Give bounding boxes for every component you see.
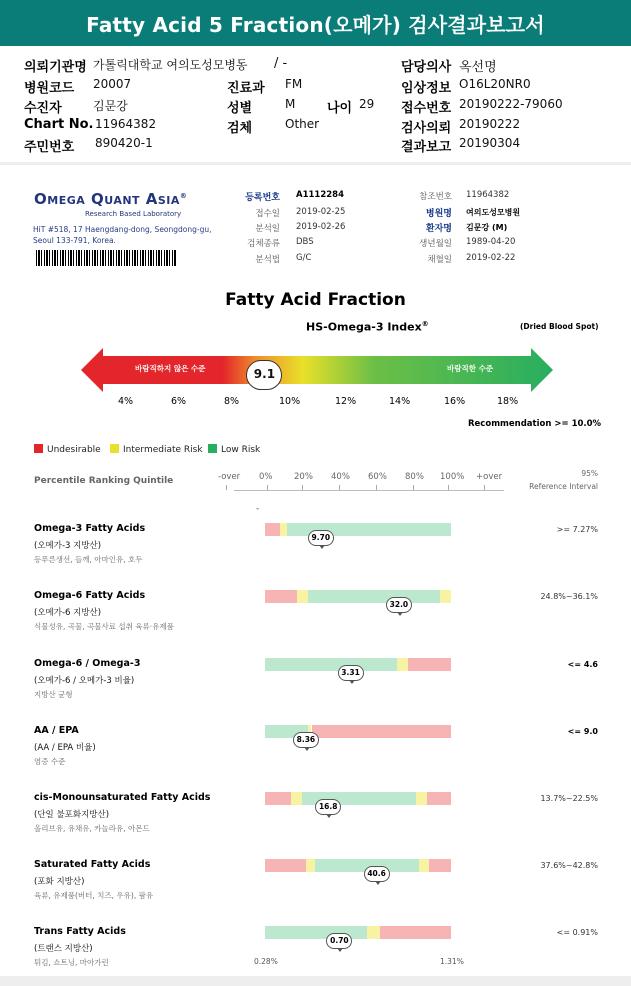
row-food-sources: 육류, 유제품(버터, 치즈, 우유), 팜유 bbox=[34, 891, 154, 900]
hospital-code-label: 병원코드 bbox=[24, 81, 75, 96]
trans-scale-max: 1.31% bbox=[440, 957, 464, 966]
row-korean-name: (오메가-6 지방산) bbox=[34, 608, 102, 618]
received-label: 접수일 bbox=[255, 209, 280, 219]
collected-value: 2019-02-22 bbox=[466, 253, 516, 263]
age-value: 29 bbox=[359, 97, 375, 111]
bar-segment bbox=[265, 523, 280, 536]
hospital-code-value: 20007 bbox=[93, 77, 132, 91]
patient-value: 김문강 bbox=[93, 99, 128, 113]
reg-no-label: 등록번호 bbox=[245, 193, 280, 203]
legend-intermediate-label: Intermediate Risk bbox=[123, 445, 203, 455]
sex-label: 성별 bbox=[227, 101, 253, 116]
lab-reg-mark: ® bbox=[179, 192, 188, 200]
row-title: AA / EPA bbox=[34, 725, 79, 736]
percentile-bar bbox=[265, 859, 451, 872]
analyzed-label: 분석일 bbox=[255, 224, 280, 234]
omega3-index-arrow bbox=[81, 348, 553, 392]
legend-low-label: Low Risk bbox=[221, 445, 261, 455]
birth-label: 생년월일 bbox=[419, 239, 452, 249]
row-korean-name: (트랜스 지방산) bbox=[34, 944, 93, 954]
bar-segment bbox=[265, 926, 367, 939]
fatty-acid-fraction-title: Fatty Acid Fraction bbox=[225, 290, 406, 310]
percentile-scale-label: 40% bbox=[331, 472, 350, 482]
green-swatch-icon bbox=[208, 444, 217, 453]
row-value-marker: 40.6 bbox=[364, 866, 390, 882]
method-label: 분석법 bbox=[255, 255, 280, 265]
report-value: 20190304 bbox=[459, 136, 521, 150]
row-value-marker: 9.70 bbox=[308, 530, 334, 546]
lab-tagline: Research Based Laboratory bbox=[85, 210, 182, 218]
analyzed-value: 2019-02-26 bbox=[296, 222, 346, 232]
report-label: 결과보고 bbox=[401, 140, 452, 155]
ref-header-95: 95% bbox=[581, 469, 598, 478]
row-title: Saturated Fatty Acids bbox=[34, 859, 151, 870]
department-label: 진료과 bbox=[227, 81, 265, 96]
bar-segment bbox=[291, 792, 302, 805]
clinical-value: O16L20NR0 bbox=[459, 77, 531, 91]
index-tick-label: 16% bbox=[444, 396, 466, 407]
legend-undesirable bbox=[34, 444, 101, 455]
percentile-scale-label: +over bbox=[476, 472, 503, 482]
doctor-value: 옥선명 bbox=[459, 60, 497, 75]
lab-name: Omega Quant Asia bbox=[34, 190, 180, 208]
legend-low bbox=[208, 444, 260, 455]
receipt-label: 접수번호 bbox=[401, 101, 452, 116]
row-korean-name: (단일 불포화지방산) bbox=[34, 810, 110, 820]
omega3-index-title bbox=[306, 320, 429, 334]
bar-segment bbox=[427, 792, 451, 805]
bar-segment bbox=[265, 658, 397, 671]
hospital-name-label: 병원명 bbox=[425, 209, 452, 219]
specimen-type-value: DBS bbox=[296, 237, 314, 247]
percentile-ranking-title: Percentile Ranking Quintile bbox=[34, 476, 174, 486]
doctor-label: 담당의사 bbox=[401, 60, 452, 75]
sex-value: M bbox=[285, 97, 296, 111]
scale-divider bbox=[234, 490, 504, 491]
bar-segment bbox=[416, 792, 427, 805]
row-reference-interval: 13.7%~22.5% bbox=[540, 794, 598, 803]
row-korean-name: (오메가-3 지방산) bbox=[34, 541, 102, 551]
row-value-marker: 8.36 bbox=[293, 732, 319, 748]
institution-extra: / - bbox=[274, 56, 288, 71]
row-value-marker: 0.70 bbox=[326, 933, 352, 949]
specimen-value: Other bbox=[285, 117, 320, 131]
request-label: 검사의뢰 bbox=[401, 121, 452, 136]
scale-dash: - bbox=[256, 504, 260, 514]
percentile-scale-label: 100% bbox=[440, 472, 465, 482]
receipt-value: 20190222-79060 bbox=[459, 97, 563, 111]
row-title: Omega-3 Fatty Acids bbox=[34, 523, 146, 534]
patient-name-label: 환자명 bbox=[425, 224, 452, 234]
row-title: Trans Fatty Acids bbox=[34, 926, 126, 937]
row-food-sources: 염증 수준 bbox=[34, 757, 66, 766]
index-tick-label: 6% bbox=[171, 396, 187, 407]
birth-value: 1989-04-20 bbox=[466, 237, 516, 247]
legend-intermediate bbox=[110, 444, 203, 455]
bar-segment bbox=[397, 658, 408, 671]
index-tick-label: 4% bbox=[118, 396, 134, 407]
trans-scale-min: 0.28% bbox=[254, 957, 278, 966]
desirable-level-label: 바람직한 수준 bbox=[447, 364, 494, 373]
clinical-label: 임상정보 bbox=[401, 81, 452, 96]
recommendation-text: Recommendation >= 10.0% bbox=[468, 419, 602, 429]
hospital-name-value: 여의도성모병원 bbox=[466, 208, 521, 217]
row-food-sources: 지방산 균형 bbox=[34, 690, 73, 699]
chart-label: Chart No. bbox=[24, 117, 94, 132]
percentile-bar bbox=[265, 792, 451, 805]
row-korean-name: (오메가-6 / 오메가-3 비율) bbox=[34, 676, 135, 686]
percentile-scale-label: 0% bbox=[259, 472, 273, 482]
bar-segment bbox=[265, 792, 291, 805]
institution-value: 가톨릭대학교 여의도성모병동 bbox=[93, 58, 248, 72]
department-value: FM bbox=[285, 77, 303, 91]
row-korean-name: (AA / EPA 비율) bbox=[34, 743, 96, 753]
bar-segment bbox=[380, 926, 451, 939]
percentile-scale-label: -over bbox=[218, 472, 241, 482]
ref-no-value: 11964382 bbox=[466, 190, 510, 200]
index-tick-label: 14% bbox=[389, 396, 411, 407]
bar-segment bbox=[419, 859, 428, 872]
row-food-sources: 식물성유, 곡물, 곡물사료 섭취 육류·유제품 bbox=[34, 622, 174, 631]
percentile-bar bbox=[265, 926, 451, 939]
row-food-sources: 올리브유, 유채유, 카놀라유, 아몬드 bbox=[34, 824, 150, 833]
ref-no-label: 참조번호 bbox=[419, 192, 452, 202]
index-tick-label: 10% bbox=[279, 396, 301, 407]
percentile-scale-label: 60% bbox=[368, 472, 387, 482]
row-reference-interval: 24.8%~36.1% bbox=[540, 592, 598, 601]
row-reference-interval: >= 7.27% bbox=[556, 525, 598, 534]
received-value: 2019-02-25 bbox=[296, 207, 346, 217]
specimen-type-label: 검체종류 bbox=[247, 239, 280, 249]
row-value-marker: 3.31 bbox=[338, 665, 364, 681]
id-label: 주민번호 bbox=[24, 140, 75, 155]
row-food-sources: 튀김, 쇼트닝, 마아가린 bbox=[34, 958, 109, 967]
bar-segment bbox=[408, 658, 451, 671]
row-reference-interval: <= 4.6 bbox=[567, 660, 598, 669]
percentile-bar bbox=[265, 590, 451, 603]
bar-segment bbox=[312, 725, 452, 738]
report-title: Fatty Acid 5 Fraction(오메가) 검사결과보고서 bbox=[0, 0, 631, 46]
index-tick-label: 8% bbox=[224, 396, 240, 407]
red-swatch-icon bbox=[34, 444, 43, 453]
percentile-scale-label: 80% bbox=[405, 472, 424, 482]
index-tick-label: 18% bbox=[497, 396, 519, 407]
patient-label: 수진자 bbox=[24, 101, 62, 116]
bar-segment bbox=[265, 859, 306, 872]
chart-value: 11964382 bbox=[95, 117, 157, 131]
legend-undesirable-label: Undesirable bbox=[47, 445, 101, 455]
bar-segment bbox=[367, 926, 380, 939]
yellow-swatch-icon bbox=[110, 444, 119, 453]
bar-segment bbox=[440, 590, 451, 603]
percentile-scale-label: 20% bbox=[294, 472, 313, 482]
specimen-label: 검체 bbox=[227, 121, 253, 136]
percentile-bar bbox=[265, 523, 451, 536]
row-value-marker: 16.8 bbox=[315, 799, 341, 815]
undesirable-level-label: 바람직하지 않은 수준 bbox=[135, 364, 206, 373]
omega3-index-reg: ® bbox=[421, 320, 429, 328]
page-bottom-band bbox=[0, 976, 631, 986]
row-reference-interval: 37.6%~42.8% bbox=[540, 861, 598, 870]
age-label: 나이 bbox=[327, 101, 353, 116]
index-tick-label: 12% bbox=[335, 396, 357, 407]
row-korean-name: (포화 지방산) bbox=[34, 877, 85, 887]
row-reference-interval: <= 9.0 bbox=[567, 727, 598, 736]
bar-segment bbox=[429, 859, 451, 872]
reg-no-value: A1112284 bbox=[296, 190, 344, 200]
row-title: cis-Monounsaturated Fatty Acids bbox=[34, 792, 211, 803]
id-value: 890420-1 bbox=[95, 136, 153, 150]
row-title: Omega-6 / Omega-3 bbox=[34, 658, 141, 669]
collected-label: 채혈일 bbox=[427, 255, 452, 265]
bar-segment bbox=[280, 523, 287, 536]
lab-address-line1: HiT #518, 17 Haengdang-dong, Seongdong-gu, bbox=[33, 225, 212, 234]
omega3-index-value-marker: 9.1 bbox=[246, 360, 282, 390]
row-title: Omega-6 Fatty Acids bbox=[34, 590, 146, 601]
institution-label: 의뢰기관명 bbox=[24, 60, 87, 75]
bar-segment bbox=[297, 590, 308, 603]
row-reference-interval: <= 0.91% bbox=[556, 928, 598, 937]
patient-name-value: 김문강 (M) bbox=[466, 223, 508, 232]
barcode-image bbox=[36, 250, 176, 266]
percentile-scale-tick bbox=[226, 485, 227, 490]
request-value: 20190222 bbox=[459, 117, 521, 131]
dried-blood-spot-note: (Dried Blood Spot) bbox=[520, 322, 599, 331]
lab-logo bbox=[34, 190, 187, 208]
method-value: G/C bbox=[296, 253, 312, 263]
omega3-index-name: HS-Omega-3 Index bbox=[306, 320, 422, 334]
bar-segment bbox=[265, 590, 297, 603]
row-value-marker: 32.0 bbox=[386, 597, 412, 613]
bar-segment bbox=[306, 859, 315, 872]
row-food-sources: 등푸른생선, 들깨, 아마인유, 호두 bbox=[34, 555, 143, 564]
lab-address-line2: Seoul 133-791, Korea. bbox=[33, 236, 116, 245]
ref-header-interval: Reference Interval bbox=[529, 482, 598, 491]
bar-segment bbox=[308, 590, 440, 603]
report-panel bbox=[0, 165, 631, 975]
